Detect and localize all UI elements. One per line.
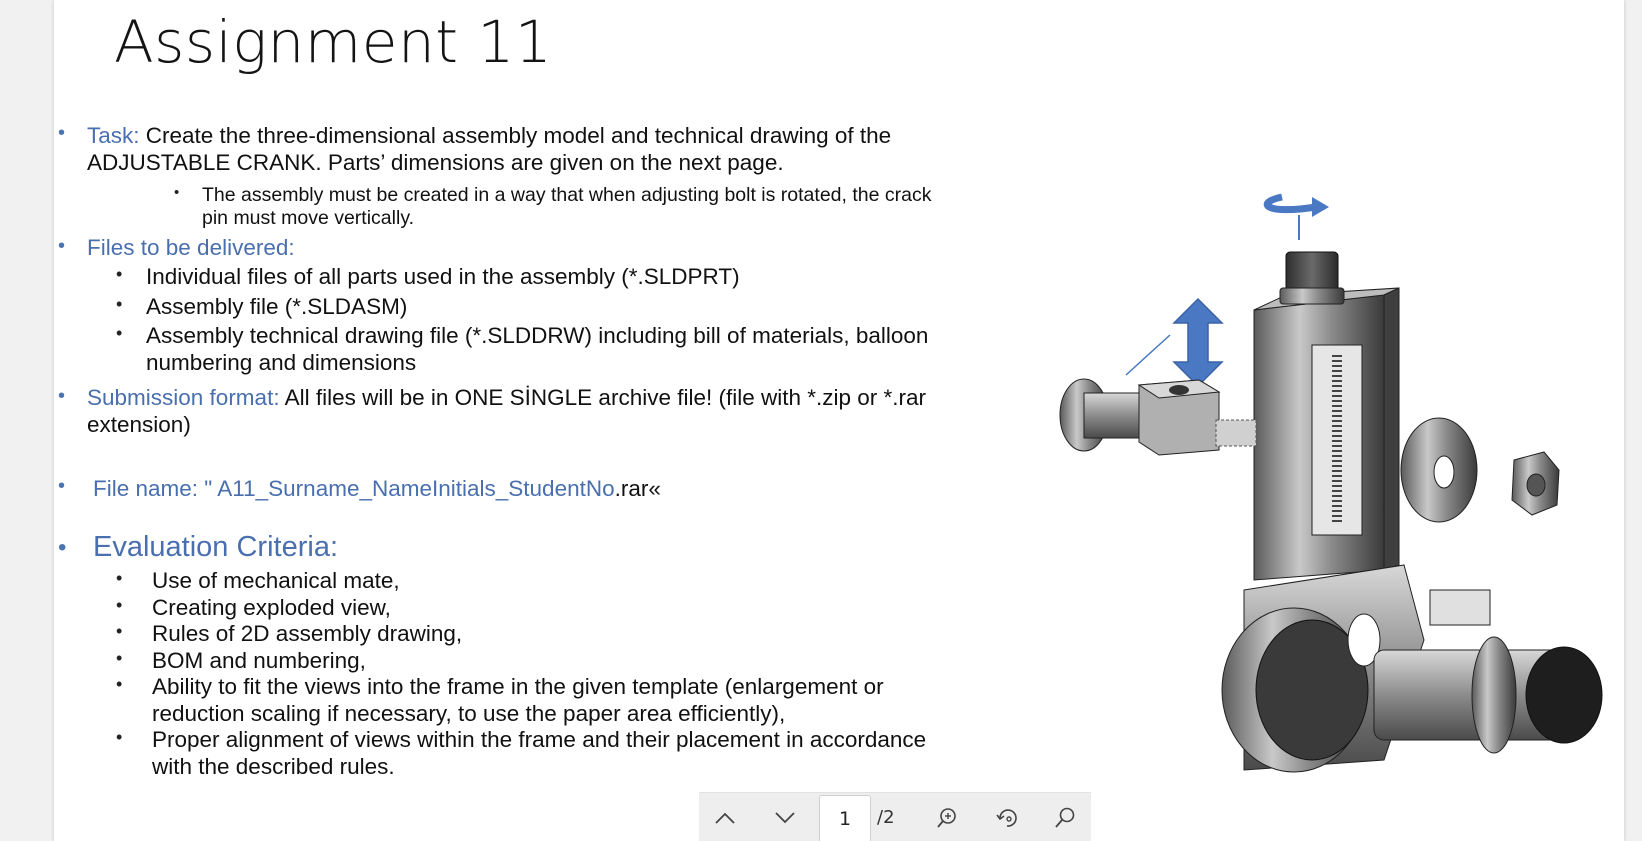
submission-line-2: extension)	[87, 412, 191, 437]
bullet: •	[116, 294, 123, 314]
document-page	[54, 0, 1624, 841]
files-item-3-line-1: Assembly technical drawing file (*.SLDDRW) including bill of materials, balloon	[146, 323, 929, 348]
chevron-up-icon	[714, 811, 736, 825]
vertical-move-arrow-icon	[1174, 299, 1222, 386]
files-label: Files to be delivered:	[87, 235, 295, 260]
rotate-arrow-head	[1312, 197, 1329, 217]
task-line-2: ADJUSTABLE CRANK. Parts’ dimensions are given on the next page.	[87, 150, 784, 175]
zoom-in-icon	[936, 807, 958, 829]
bullet: •	[116, 727, 123, 747]
criteria-item-3: Rules of 2D assembly drawing,	[152, 621, 463, 646]
rotate-icon	[995, 806, 1019, 830]
previous-page-button[interactable]	[699, 793, 751, 841]
page-total: /2	[877, 807, 895, 828]
filename-ext: .rar«	[614, 476, 661, 501]
rotate-button[interactable]	[981, 793, 1033, 841]
bullet: •	[116, 674, 123, 694]
bullet: •	[58, 475, 66, 497]
submission-line-1: Submission format: All files will be in ONE SİNGLE archive file! (file with *.zip or *.rar	[87, 385, 927, 410]
bullet: •	[116, 621, 123, 641]
bullet: •	[116, 323, 123, 343]
bullet: •	[116, 595, 123, 615]
criteria-item-2: Creating exploded view,	[152, 595, 391, 620]
files-item-2: Assembly file (*.SLDASM)	[146, 294, 408, 319]
task-sub-line-1: The assembly must be created in a way that when adjusting bolt is rotated, the crack	[202, 184, 932, 206]
files-item-3-line-2: numbering and dimensions	[146, 350, 417, 375]
bullet: •	[58, 534, 67, 561]
bullet: •	[116, 264, 123, 284]
next-page-button[interactable]	[759, 793, 811, 841]
rotate-arrow-icon	[1267, 197, 1316, 210]
zoom-in-button[interactable]	[921, 793, 973, 841]
pdf-toolbar	[699, 792, 1091, 841]
task-line-1: Task: Create the three-dimensional assembly model and technical drawing of the	[87, 123, 892, 148]
submission-label: Submission format:	[87, 385, 280, 410]
search-icon	[1054, 807, 1076, 829]
criteria-item-4: BOM and numbering,	[152, 648, 366, 673]
bullet: •	[58, 122, 66, 144]
page-number-input[interactable]: 1	[819, 795, 871, 841]
criteria-item-1: Use of mechanical mate,	[152, 568, 400, 593]
criteria-item-5-line-2: reduction scaling if necessary, to use the paper area efficiently),	[152, 701, 786, 726]
crank-assembly-illustration	[1054, 170, 1624, 790]
bullet: •	[116, 648, 123, 668]
search-button[interactable]	[1039, 793, 1091, 841]
task-label: Task:	[87, 123, 140, 148]
task-sub-line-2: pin must move vertically.	[202, 207, 415, 229]
criteria-item-5-line-1: Ability to fit the views into the frame in the given template (enlargement or	[152, 674, 884, 699]
filename-pattern: File name: " A11_Surname_NameInitials_StudentNo	[93, 476, 615, 501]
evaluation-heading: Evaluation Criteria:	[93, 531, 338, 563]
shaft-end	[1526, 647, 1602, 743]
bullet: •	[116, 568, 123, 588]
criteria-item-6-line-2: with the described rules.	[152, 754, 395, 779]
chevron-down-icon	[774, 811, 796, 825]
criteria-item-6-line-1: Proper alignment of views within the frame and their placement in accordance	[152, 727, 927, 752]
bullet: •	[58, 385, 66, 407]
filename-line	[93, 475, 661, 502]
files-item-1: Individual files of all parts used in the assembly (*.SLDPRT)	[146, 264, 740, 289]
bullet: •	[174, 184, 180, 201]
bullet: •	[58, 235, 66, 257]
page-title: Assignment 11	[114, 8, 553, 76]
